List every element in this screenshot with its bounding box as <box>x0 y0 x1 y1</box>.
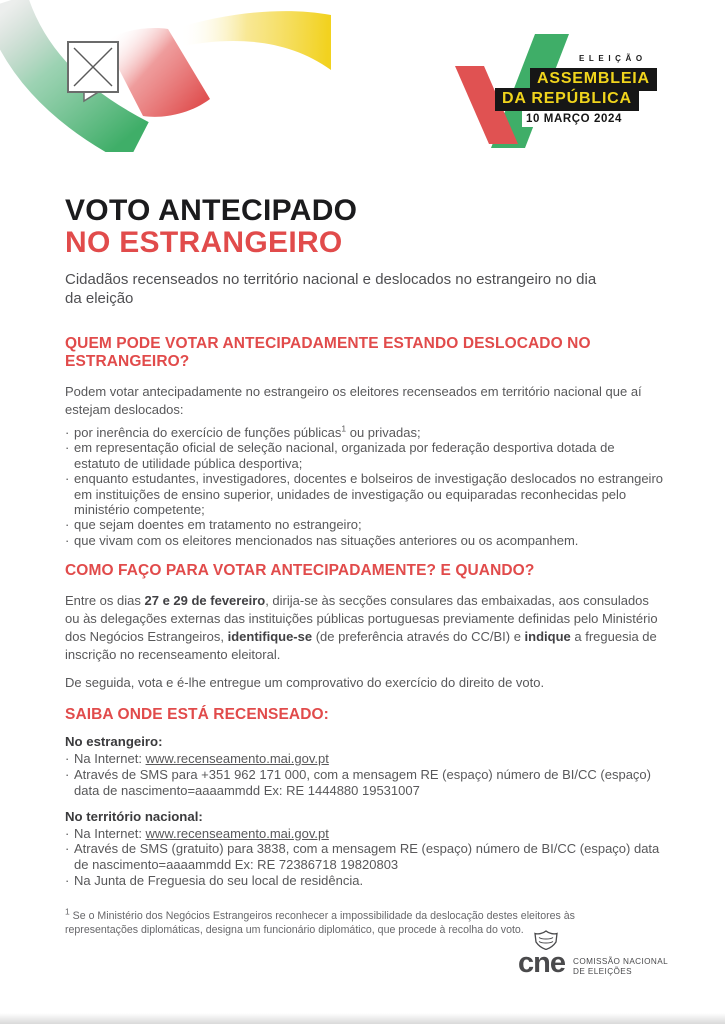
list-item <box>65 751 663 767</box>
list-item-text: que vivam com os eleitores mencionados nas situações anteriores ou os acompanhem. <box>74 532 579 548</box>
list-item <box>65 440 663 471</box>
title-line1: VOTO ANTECIPADO <box>65 194 358 227</box>
bold-identify: identifique-se <box>227 629 313 645</box>
footnote-text: Se o Ministério dos Negócios Estrangeiros reconhecer a impossibilidade da deslocação destes eleitores às representações diplomáticas, designa um funcionário diplomático, que procede à recolha do voto. <box>65 909 575 937</box>
subheading-national: No território nacional: <box>65 808 203 824</box>
text-segment: Entre os dias <box>65 593 145 609</box>
bullet-marker: · <box>65 751 70 767</box>
list-item <box>65 533 663 548</box>
badge-title-line1: ASSEMBLEIA <box>530 68 657 91</box>
list-item <box>65 471 663 517</box>
election-badge <box>438 30 720 154</box>
section-heading-who: QUEM PODE VOTAR ANTECIPADAMENTE ESTANDO DESLOCADO NO ESTRANGEIRO? <box>65 335 591 370</box>
list-item-text: Através de SMS (gratuito) para 3838, com a mensagem RE (espaço) número de BI/CC (espaço) data de nascimento=aaaammdd Ex: RE 72386718 19820803 <box>74 841 660 873</box>
text-segment: por inerência do exercício de funções públicas <box>74 425 342 440</box>
how-paragraph-2: De seguida, vota e é-lhe entregue um comprovativo do exercício do direito de voto. <box>65 675 545 691</box>
cne-caption <box>573 957 668 977</box>
title-line2: NO ESTRANGEIRO <box>65 226 343 259</box>
list-item <box>65 767 663 799</box>
bullet-marker: · <box>65 825 70 841</box>
bullet-marker: · <box>65 471 70 487</box>
bullet-marker: · <box>65 767 70 783</box>
who-list <box>65 425 663 548</box>
list-item <box>65 826 663 842</box>
text-segment: a freguesia de inscrição no recenseamento eleitoral. <box>65 629 657 663</box>
list-item-text <box>74 425 421 440</box>
text-segment: ou privadas; <box>346 425 421 440</box>
abroad-list <box>65 751 663 798</box>
footnote-ref: 1 <box>341 423 347 434</box>
section-heading-where: SAIBA ONDE ESTÁ RECENSEADO: <box>65 706 329 724</box>
bullet-marker: · <box>65 841 70 857</box>
list-item-text <box>74 751 329 766</box>
text-segment: (de preferência através do CC/BI) e <box>312 629 525 645</box>
national-list <box>65 826 663 889</box>
who-intro: Podem votar antecipadamente no estrangeiro os eleitores recenseados em território nacional que aí estejam deslocados: <box>65 384 642 417</box>
cne-logo <box>516 930 691 988</box>
page-title <box>65 195 663 259</box>
section-heading-how: COMO FAÇO PARA VOTAR ANTECIPADAMENTE? E QUANDO? <box>65 562 535 580</box>
list-item <box>65 873 663 889</box>
document-body <box>65 195 663 938</box>
list-item <box>65 425 663 440</box>
list-item-text: Através de SMS para +351 962 171 000, com a mensagem RE (espaço) número de BI/CC (espaço) data de nascimento=aaaammdd Ex: RE 1444880 19531007 <box>74 767 651 798</box>
recenseamento-link[interactable]: www.recenseamento.mai.gov.pt <box>145 825 329 841</box>
list-item-text <box>74 826 329 841</box>
list-item <box>65 841 663 873</box>
bullet-marker: · <box>65 517 70 533</box>
badge-date: 10 MARÇO 2024 <box>522 111 626 127</box>
list-item-text: enquanto estudantes, investigadores, docentes e bolseiros de investigação deslocados no estrangeiro em instituições de ensino superior, unidades de investigação ou equiparadas reconhecidas pelo ministério competente; <box>74 471 664 518</box>
badge-title-line2: DA REPÚBLICA <box>495 88 639 111</box>
list-item-text: Na Junta de Freguesia do seu local de residência. <box>74 873 364 889</box>
cne-wordmark: cne <box>518 947 565 979</box>
internet-label: Na Internet: <box>74 825 146 841</box>
internet-label: Na Internet: <box>74 751 146 767</box>
text-segment: , dirija-se às secções consulares das embaixadas, aos consulados ou às delegações externas das instituições públicas portuguesas previamente definidas pelo Ministério dos Negócios Estrangeiros, <box>65 593 658 645</box>
subheading-abroad: No estrangeiro: <box>65 734 163 750</box>
footnote-ref: 1 <box>65 906 70 917</box>
cne-caption-line2: DE ELEIÇÕES <box>573 966 633 976</box>
list-item <box>65 517 663 532</box>
bullet-marker: · <box>65 873 70 889</box>
list-item-text: que sejam doentes em tratamento no estrangeiro; <box>74 517 362 533</box>
list-item-text: em representação oficial de seleção nacional, organizada por federação desportiva dotada de estatuto de utilidade pública desportiva; <box>74 440 615 471</box>
ballot-box-icon <box>68 42 118 101</box>
how-paragraph <box>65 592 663 664</box>
bold-indicate: indique <box>524 629 571 645</box>
ballot-ribbons-logo <box>0 0 340 152</box>
page-bottom-shadow <box>0 1013 725 1024</box>
bullet-marker: · <box>65 440 70 456</box>
bullet-marker: · <box>65 425 70 440</box>
recenseamento-link[interactable]: www.recenseamento.mai.gov.pt <box>145 751 329 767</box>
bullet-marker: · <box>65 532 70 548</box>
subtitle: Cidadãos recenseados no território nacional e deslocados no estrangeiro no dia da eleição <box>65 271 597 307</box>
yellow-ribbon-shape <box>173 11 331 70</box>
bold-dates: 27 e 29 de fevereiro <box>144 593 266 609</box>
cne-caption-line1: COMISSÃO NACIONAL <box>573 957 669 966</box>
badge-eyebrow: ELEIÇÃO <box>579 54 647 63</box>
